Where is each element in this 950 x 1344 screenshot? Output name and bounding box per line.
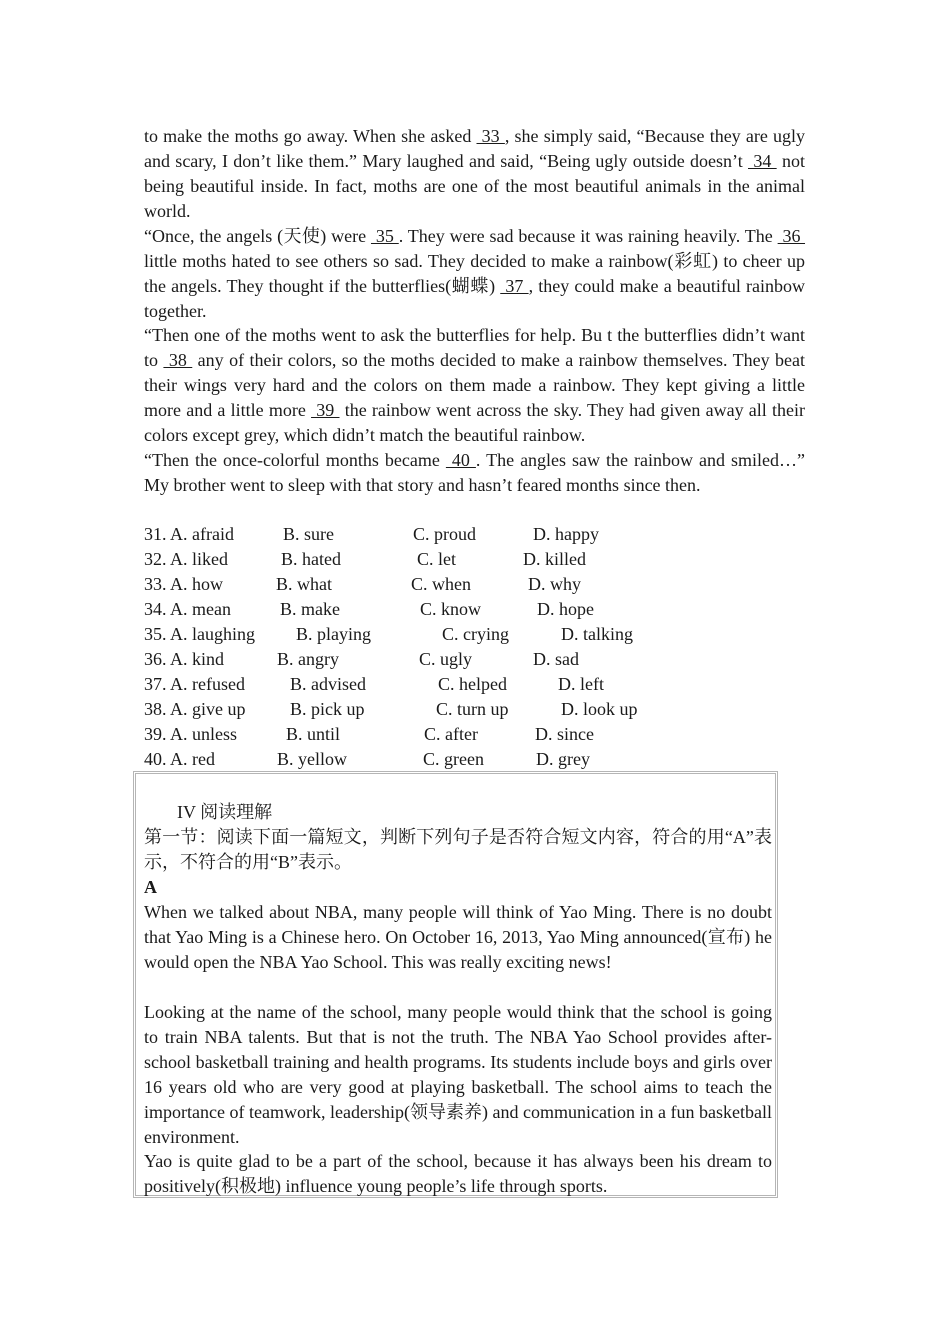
option-d: D. left bbox=[558, 674, 604, 694]
option-row-33 bbox=[144, 572, 744, 597]
reading-paragraph-2: Looking at the name of the school, many people would think that the school is going to train NBA talents. But that is not the truth. The NBA Yao School provides after-school basketball training and health programs. Its students include boys and girls over 16 years old who are very good at playing basketball. The school aims to teach the importance of teamwork, leadership(领导素养) and communication in a fun basketball environment. bbox=[144, 1002, 772, 1147]
option-a: 31. A. afraid bbox=[144, 524, 234, 544]
text-run: any of their colors, so the moths decided to make a rainbow themselves. They beat their wings very hard and the colors on them made a rainbow. They kept giving a little more and a little more bbox=[144, 349, 805, 420]
option-row-38 bbox=[144, 697, 744, 722]
option-row-40 bbox=[144, 747, 744, 772]
option-c: C. helped bbox=[438, 674, 507, 694]
option-a: 32. A. liked bbox=[144, 549, 228, 569]
text-run: the rainbow went across the sky. They had given away all their colors except grey, which didn’t match the beautiful rainbow. bbox=[144, 399, 805, 445]
option-b: B. sure bbox=[283, 524, 334, 544]
option-a: 37. A. refused bbox=[144, 674, 245, 694]
option-c: C. when bbox=[411, 574, 471, 594]
blank-34: 34 bbox=[748, 150, 777, 171]
option-c: C. green bbox=[423, 749, 484, 769]
text-run: “Once, the angels (天使) were bbox=[144, 226, 371, 246]
option-row-32 bbox=[144, 547, 744, 572]
option-b: B. advised bbox=[290, 674, 366, 694]
option-a: 34. A. mean bbox=[144, 599, 231, 619]
option-d: D. sad bbox=[533, 649, 579, 669]
option-c: C. crying bbox=[442, 624, 509, 644]
option-row-31 bbox=[144, 522, 744, 547]
text-run: , she simply said, “Because they are ugly and scary, I don’t like them.” Mary laughed and said, “Being ugly outside doesn’t bbox=[144, 126, 806, 171]
option-row-34 bbox=[144, 597, 744, 622]
option-b: B. angry bbox=[277, 649, 339, 669]
blank-36: 36 bbox=[777, 226, 806, 246]
reading-paragraph-3: Yao is quite glad to be a part of the school, because it has always been his dream to positively(积极地) influence young people’s life through sports. bbox=[144, 1151, 772, 1196]
passage-paragraph-3 bbox=[144, 323, 805, 448]
option-b: B. what bbox=[276, 574, 332, 594]
text-run: . The angles saw the rainbow and smiled…” My brother went to sleep with that story and hasn’t feared months since then. bbox=[144, 450, 805, 495]
option-d: D. why bbox=[528, 574, 581, 594]
option-d: D. talking bbox=[561, 624, 633, 644]
option-d: D. hope bbox=[537, 599, 594, 619]
option-c: C. know bbox=[420, 599, 482, 619]
text-run: , they could make a beautiful rainbow together. bbox=[144, 275, 805, 321]
option-row-37 bbox=[144, 672, 744, 697]
text-run: little moths hated to see others so sad. They decided to make a rainbow(彩虹) to cheer up the angels. They thought if the butterflies(蝴蝶) bbox=[144, 250, 805, 296]
blank-37: 37 bbox=[500, 275, 529, 296]
passage-label: A bbox=[144, 877, 157, 897]
option-a: 35. A. laughing bbox=[144, 624, 255, 644]
text-run: “Then one of the moths went to ask the butterflies for help. Bu t the butterflies didn’t want to bbox=[144, 325, 805, 370]
option-b: B. playing bbox=[296, 624, 371, 644]
passage-paragraph-1 bbox=[144, 124, 805, 224]
option-d: D. since bbox=[535, 724, 594, 744]
option-a: 39. A. unless bbox=[144, 724, 238, 744]
reading-paragraph-1: When we talked about NBA, many people will think of Yao Ming. There is no doubt that Yao Ming is a Chinese hero. On October 16, 2013, Yao Ming announced(宣布) he would open the NBA Yao School. This was really exciting news! bbox=[144, 902, 772, 972]
blank-33: 33 bbox=[476, 126, 505, 146]
option-d: D. grey bbox=[536, 749, 590, 769]
text-run: to make the moths go away. When she asked bbox=[144, 126, 477, 146]
text-run: . They were sad because it was raining heavily. The bbox=[398, 226, 778, 246]
text-run: “Then the once-colorful months became bbox=[144, 450, 446, 470]
option-c: C. ugly bbox=[419, 649, 473, 669]
blank-38: 38 bbox=[163, 349, 193, 370]
option-b: B. pick up bbox=[290, 699, 365, 719]
option-b: B. until bbox=[286, 724, 341, 744]
option-d: D. happy bbox=[533, 524, 599, 544]
option-row-39 bbox=[144, 722, 744, 747]
option-c: C. proud bbox=[413, 524, 476, 544]
option-row-35 bbox=[144, 622, 744, 647]
option-b: B. hated bbox=[281, 549, 341, 569]
option-row-36 bbox=[144, 647, 744, 672]
section-title: IV 阅读理解 bbox=[177, 802, 273, 822]
option-c: C. turn up bbox=[436, 699, 509, 719]
option-a: 33. A. how bbox=[144, 574, 224, 594]
blank-40: 40 bbox=[445, 450, 476, 470]
option-d: D. look up bbox=[561, 699, 638, 719]
option-a: 40. A. red bbox=[144, 749, 215, 769]
option-d: D. killed bbox=[523, 549, 586, 569]
option-c: C. let bbox=[417, 549, 456, 569]
option-b: B. yellow bbox=[277, 749, 347, 769]
section-instruction: 第一节：阅读下面一篇短文，判断下列句子是否符合短文内容，符合的用“A”表示，不符合的用“B”表示。 bbox=[144, 827, 772, 872]
text-run: not being beautiful inside. In fact, moths are one of the most beautiful animals in the animal world. bbox=[144, 150, 805, 221]
passage-paragraph-2 bbox=[144, 224, 805, 324]
blank-35: 35 bbox=[370, 226, 399, 246]
option-a: 38. A. give up bbox=[144, 699, 246, 719]
option-c: C. after bbox=[424, 724, 478, 744]
option-b: B. make bbox=[280, 599, 340, 619]
blank-39: 39 bbox=[311, 399, 340, 420]
option-a: 36. A. kind bbox=[144, 649, 225, 669]
passage-paragraph-4 bbox=[144, 448, 805, 498]
